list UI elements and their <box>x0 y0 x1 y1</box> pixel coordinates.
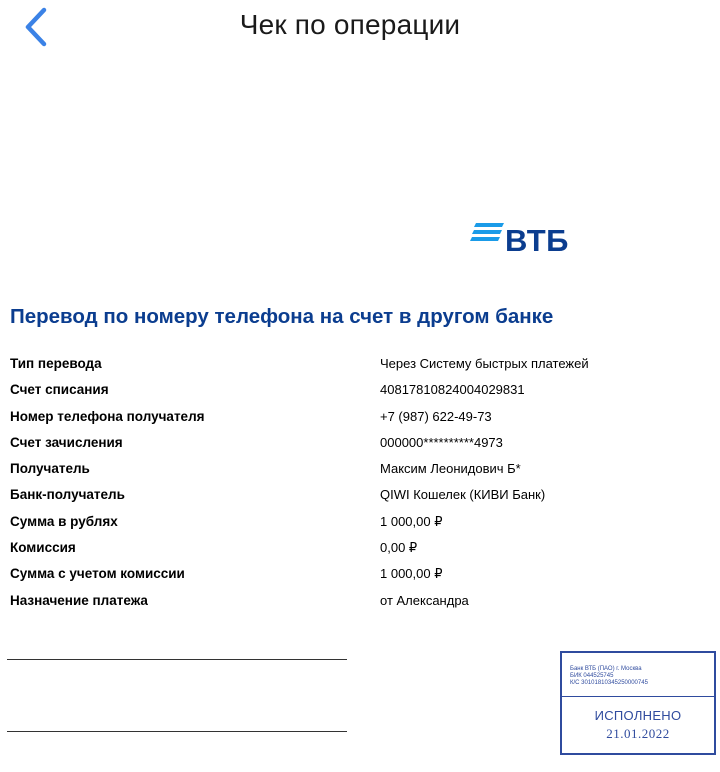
detail-row <box>10 589 710 615</box>
detail-label: Тип перевода <box>10 356 102 371</box>
detail-label: Комиссия <box>10 540 76 556</box>
stamp-bank-name: Банк ВТБ (ПАО) г. Москва <box>570 666 642 672</box>
detail-label: Сумма в рублях <box>10 513 118 529</box>
detail-value: 1 000,00 ₽ <box>380 566 443 582</box>
stamp-bank-info <box>562 653 714 697</box>
stamp-status: ИСПОЛНЕНО <box>594 708 682 723</box>
detail-row <box>10 378 710 404</box>
detail-value: 0,00 ₽ <box>380 540 418 556</box>
detail-value: +7 (987) 622-49-73 <box>380 408 492 424</box>
detail-row <box>10 431 710 457</box>
receipt-heading: Перевод по номеру телефона на счет в другом банке <box>10 305 554 328</box>
detail-label: Назначение платежа <box>10 592 148 608</box>
signature-line <box>7 659 347 660</box>
detail-row <box>10 457 710 483</box>
detail-value: 000000**********4973 <box>380 434 503 450</box>
vtb-logo <box>470 220 580 262</box>
detail-label: Счет зачисления <box>10 434 123 450</box>
stamp-correspondent-account: К/С 30101810345250000745 <box>570 680 648 686</box>
detail-row <box>10 405 710 431</box>
detail-row <box>10 562 710 588</box>
detail-label: Счет списания <box>10 382 109 398</box>
detail-label: Сумма с учетом комиссии <box>10 566 185 582</box>
stamp-bik: БИК 044525745 <box>570 673 614 679</box>
detail-label: Номер телефона получателя <box>10 408 205 424</box>
detail-value: 1 000,00 ₽ <box>380 513 443 529</box>
detail-value: Через Систему быстрых платежей <box>380 356 589 371</box>
bank-stamp <box>560 651 716 755</box>
top-bar <box>0 0 720 56</box>
detail-value: от Александра <box>380 592 469 608</box>
detail-value: 40817810824004029831 <box>380 382 525 398</box>
detail-value: QIWI Кошелек (КИВИ Банк) <box>380 487 546 503</box>
detail-row <box>10 483 710 509</box>
signature-line <box>7 731 347 732</box>
detail-label: Банк-получатель <box>10 487 125 503</box>
detail-row <box>10 510 710 536</box>
page-title: Чек по операции <box>239 9 461 40</box>
stamp-date: 21.01.2022 <box>606 726 670 741</box>
detail-row <box>10 352 710 378</box>
logo-stripes-icon <box>470 223 506 243</box>
detail-label: Получатель <box>10 461 90 477</box>
receipt-details <box>10 352 710 615</box>
detail-row <box>10 536 710 562</box>
detail-value: Максим Леонидович Б* <box>380 461 521 477</box>
logo-text: ВТБ <box>505 223 569 258</box>
